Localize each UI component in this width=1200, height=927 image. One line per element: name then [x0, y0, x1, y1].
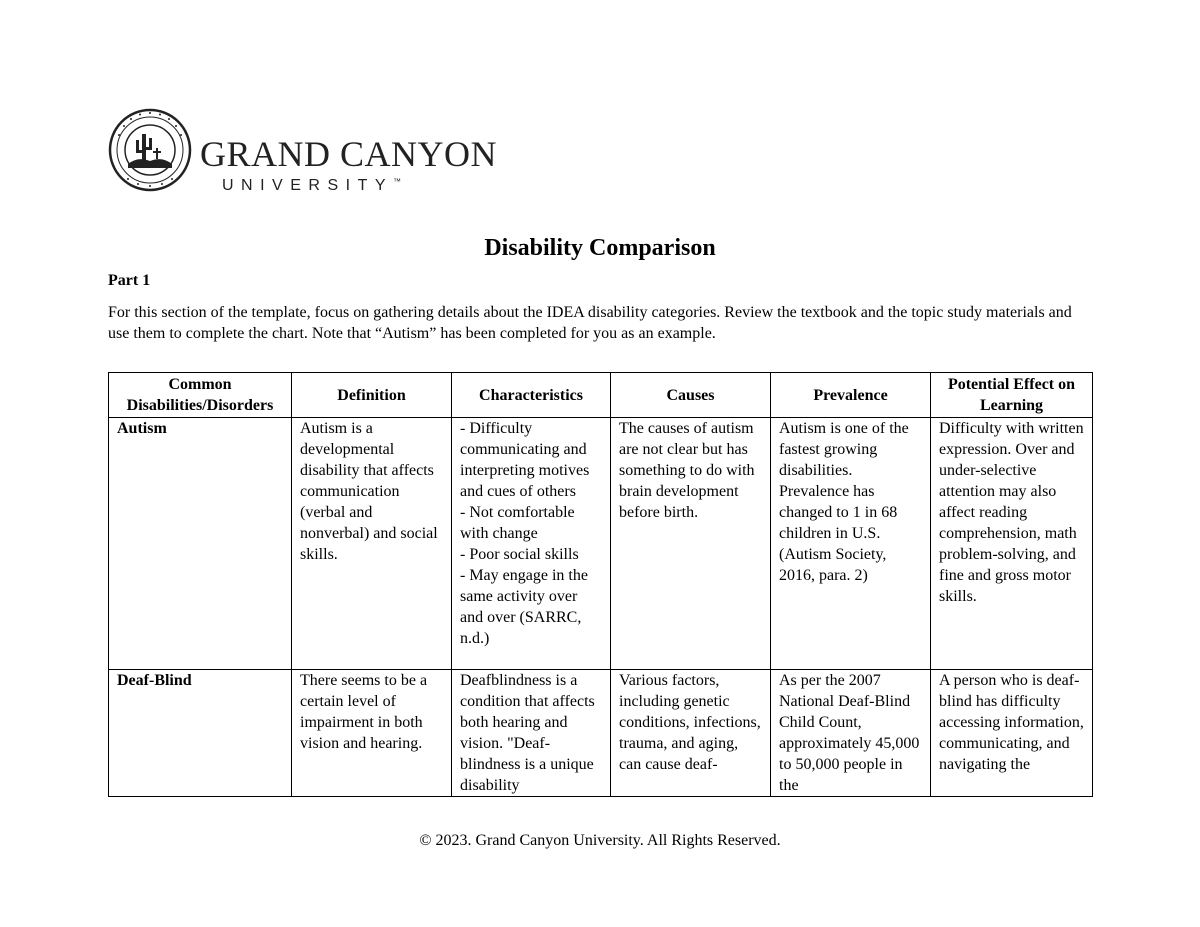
- header-potential-effect: Potential Effect on Learning: [931, 373, 1093, 418]
- header-prevalence: Prevalence: [771, 373, 931, 418]
- cell-characteristics: Deafblindness is a condition that affects both hearing and vision. "Deaf-blindness is a unique disability: [452, 670, 611, 797]
- cell-causes: The causes of autism are not clear but has something to do with brain development before birth.: [611, 418, 771, 670]
- cell-definition: Autism is a developmental disability that affects communication (verbal and nonverbal) and social skills.: [292, 418, 452, 670]
- university-seal-icon: [108, 108, 192, 192]
- row-disability-name: Deaf-Blind: [109, 670, 292, 797]
- university-logo: [108, 108, 498, 194]
- cell-potential-effect: A person who is deaf-blind has difficulty accessing information, communicating, and navigating the: [931, 670, 1093, 797]
- header-characteristics: Characteristics: [452, 373, 611, 418]
- table-row: [109, 670, 1093, 797]
- cell-potential-effect: Difficulty with written expression. Over and under-selective attention may also affect reading comprehension, math problem-solving, and fine and gross motor skills.: [931, 418, 1093, 670]
- part-heading: Part 1: [108, 272, 151, 289]
- cell-causes: Various factors, including genetic conditions, infections, trauma, and aging, can cause deaf-: [611, 670, 771, 797]
- logo-trademark: ™: [393, 177, 402, 186]
- header-causes: Causes: [611, 373, 771, 418]
- disability-comparison-table: [108, 372, 1093, 797]
- header-definition: Definition: [292, 373, 452, 418]
- logo-name-line1: GRAND CANYON: [200, 134, 498, 174]
- cell-prevalence: Autism is one of the fastest growing disabilities. Prevalence has changed to 1 in 68 children in U.S. (Autism Society, 2016, para. 2): [771, 418, 931, 670]
- table-header-row: [109, 373, 1093, 418]
- logo-name-line2: [222, 178, 401, 194]
- intro-paragraph: For this section of the template, focus on gathering details about the IDEA disability categories. Review the textbook and the topic study materials and use them to complete the chart. Note that “Autism” has been completed for you as an example.: [108, 304, 1072, 342]
- page-title: Disability Comparison: [484, 235, 716, 261]
- cell-prevalence: As per the 2007 National Deaf-Blind Child Count, approximately 45,000 to 50,000 people in the: [771, 670, 931, 797]
- table-row: [109, 418, 1093, 670]
- cell-characteristics: - Difficulty communicating and interpreting motives and cues of others - Not comfortable with change - Poor social skills - May engage in the same activity over and over (SARRC, n.d.): [452, 418, 611, 670]
- row-disability-name: Autism: [109, 418, 292, 670]
- cell-definition: There seems to be a certain level of impairment in both vision and hearing.: [292, 670, 452, 797]
- header-common-disabilities: Common Disabilities/Disorders: [109, 373, 292, 418]
- logo-university-text: UNIVERSITY: [222, 177, 394, 194]
- copyright-footer: © 2023. Grand Canyon University. All Rights Reserved.: [419, 832, 781, 849]
